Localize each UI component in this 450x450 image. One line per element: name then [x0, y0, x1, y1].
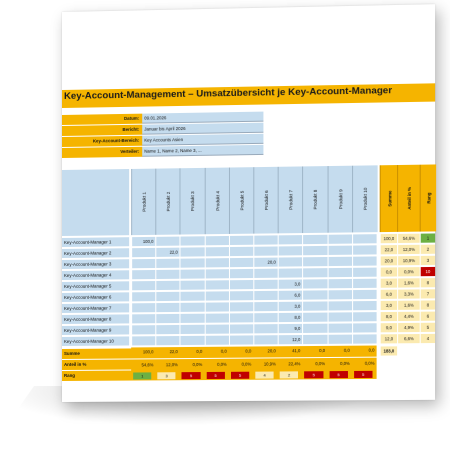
table-cell[interactable]	[352, 279, 377, 289]
table-cell[interactable]	[327, 301, 352, 311]
table-cell[interactable]	[180, 269, 204, 279]
table-cell[interactable]	[155, 303, 179, 313]
row-rank: 8	[420, 300, 435, 310]
table-cell[interactable]	[327, 335, 352, 345]
row-share: 12,0%	[397, 245, 420, 255]
table-cell[interactable]	[155, 270, 179, 280]
table-cell[interactable]	[253, 291, 278, 301]
table-cell[interactable]	[131, 314, 155, 324]
table-cell[interactable]	[131, 292, 155, 302]
row-share: 54,6%	[397, 234, 420, 244]
table-cell[interactable]	[352, 301, 377, 311]
table-cell[interactable]	[180, 325, 204, 335]
table-cell[interactable]	[180, 236, 204, 246]
table-cell[interactable]	[155, 336, 179, 346]
table-cell[interactable]	[327, 268, 352, 278]
row-rank: 1	[420, 233, 435, 243]
footer-sum-cell: 0,0	[327, 346, 352, 356]
row-rank: 2	[420, 245, 435, 255]
row-rank: 7	[420, 289, 435, 299]
table-cell[interactable]	[302, 290, 327, 300]
table-cell[interactable]	[327, 290, 352, 300]
footer-share-cell: 22,4%	[278, 359, 303, 369]
table-cell[interactable]: 20,0	[253, 258, 278, 268]
column-header-summary: Rang	[420, 164, 436, 231]
grand-total: 183,0	[380, 346, 397, 356]
footer-share-cell: 0,0%	[204, 360, 228, 370]
footer-rank-cell: 5	[305, 371, 324, 378]
table-cell[interactable]	[204, 325, 228, 335]
table-cell[interactable]: 3,0	[278, 279, 303, 289]
table-cell[interactable]	[155, 292, 179, 302]
table-cell[interactable]	[180, 303, 204, 313]
table-cell[interactable]	[229, 269, 254, 279]
table-cell[interactable]	[229, 258, 254, 268]
table-cell[interactable]	[180, 258, 204, 268]
column-header-product: Produkt 7	[278, 166, 304, 233]
footer-sum-cell: 22,0	[155, 347, 179, 357]
row-sum: 22,0	[380, 245, 397, 255]
footer-sum-cell: 0,0	[302, 346, 327, 356]
footer-rank-cell: 5	[329, 371, 348, 378]
table-cell[interactable]: 100,0	[131, 237, 155, 247]
table-cell[interactable]: 12,0	[278, 335, 303, 345]
column-header-summary: Anteil in %	[397, 165, 421, 232]
table-cell[interactable]	[131, 281, 155, 291]
table-cell[interactable]	[302, 324, 327, 334]
footer-share-cell: 0,0%	[352, 359, 377, 369]
table-cell[interactable]	[180, 336, 204, 346]
row-share: 1,6%	[397, 278, 420, 288]
row-rank: 5	[420, 323, 435, 333]
row-sum: 6,0	[380, 290, 397, 300]
table-cell[interactable]	[155, 237, 179, 247]
row-sum: 100,0	[380, 234, 397, 244]
row-rank: 4	[420, 334, 435, 344]
manager-row-label: Key-Account-Manager 7	[62, 303, 129, 314]
table-cell[interactable]	[352, 323, 377, 333]
footer-rank-cell: 3	[157, 372, 175, 379]
row-sum: 12,0	[380, 334, 397, 344]
meta-label: Datum:	[62, 114, 142, 125]
footer-rank-cell: 1	[133, 372, 151, 379]
table-cell[interactable]	[229, 247, 254, 257]
manager-row-label: Key-Account-Manager 4	[62, 270, 129, 281]
row-sum: 3,0	[380, 278, 397, 288]
footer-share-cell: 0,0%	[327, 359, 352, 369]
footer-share-cell: 54,6%	[131, 360, 155, 370]
row-rank: 8	[420, 278, 435, 288]
table-cell[interactable]	[155, 314, 179, 324]
table-cell[interactable]	[352, 312, 377, 322]
row-sum: 9,0	[380, 323, 397, 333]
table-cell[interactable]	[302, 279, 327, 289]
footer-sum-cell: 20,0	[253, 346, 278, 356]
table-cell[interactable]	[204, 313, 228, 323]
table-cell[interactable]	[253, 235, 278, 245]
table-cell[interactable]	[204, 247, 228, 257]
footer-sum-label: Summe	[62, 348, 129, 359]
manager-row-label: Key-Account-Manager 10	[62, 336, 129, 347]
column-header-summary: Summe	[380, 165, 398, 232]
table-cell[interactable]	[155, 325, 179, 335]
manager-row-label: Key-Account-Manager 9	[62, 325, 129, 336]
row-rank: 6	[420, 312, 435, 322]
table-cell[interactable]	[204, 269, 228, 279]
table-cell[interactable]	[352, 334, 377, 344]
footer-share-cell: 10,9%	[253, 359, 278, 369]
table-cell[interactable]	[253, 313, 278, 323]
table-cell[interactable]	[352, 256, 377, 266]
row-share: 3,3%	[397, 289, 420, 299]
row-sum: 8,0	[380, 312, 397, 322]
table-cell[interactable]	[253, 280, 278, 290]
meta-value[interactable]: 09.01.2026	[142, 112, 263, 124]
manager-row-label: Key-Account-Manager 1	[62, 237, 129, 248]
table-cell[interactable]	[131, 325, 155, 335]
table-cell[interactable]	[180, 314, 204, 324]
row-share: 4,4%	[397, 312, 420, 322]
table-cell[interactable]	[352, 290, 377, 300]
table-cell[interactable]	[253, 302, 278, 312]
meta-label: Bericht:	[62, 125, 142, 136]
table-cell[interactable]	[131, 259, 155, 269]
column-header-product: Produkt 8	[302, 166, 328, 233]
footer-rank-cell: 5	[231, 371, 249, 378]
footer-sum-cell: 0,0	[352, 346, 377, 356]
meta-value[interactable]: Key Accounts Asien	[142, 134, 263, 146]
footer-share-cell: 0,0%	[302, 359, 327, 369]
page-title: Key-Account-Management – Umsatzübersicht je Key-Account-Manager	[63, 85, 393, 102]
table-cell[interactable]	[278, 268, 303, 278]
table-cell[interactable]	[180, 292, 204, 302]
table-cell[interactable]	[278, 257, 303, 267]
table-cell[interactable]	[253, 269, 278, 279]
meta-value[interactable]: Name 1, Name 2, Name 3, ...	[142, 145, 263, 157]
table-cell[interactable]	[352, 234, 377, 244]
manager-row-label: Key-Account-Manager 5	[62, 281, 129, 292]
table-cell[interactable]	[180, 247, 204, 257]
manager-row-label: Key-Account-Manager 3	[62, 259, 129, 270]
table-cell[interactable]	[302, 301, 327, 311]
meta-label: Key-Account-Bereich:	[62, 136, 142, 147]
table-cell[interactable]	[180, 281, 204, 291]
column-header-product: Produkt 10	[352, 165, 378, 232]
column-header-product: Produkt 4	[204, 168, 229, 235]
table-cell[interactable]	[204, 258, 228, 268]
table-cell[interactable]	[131, 336, 155, 346]
table-cell[interactable]: 6,0	[278, 291, 303, 301]
column-header-product: Produkt 5	[229, 167, 255, 234]
table-cell[interactable]	[302, 235, 327, 245]
row-share: 1,6%	[397, 301, 420, 311]
manager-row-label: Key-Account-Manager 8	[62, 314, 129, 325]
table-cell[interactable]	[302, 335, 327, 345]
footer-share-cell: 12,0%	[155, 360, 179, 370]
table-cell[interactable]	[229, 335, 254, 345]
table-cell[interactable]	[253, 324, 278, 334]
table-cell[interactable]	[327, 246, 352, 256]
table-cell[interactable]	[204, 302, 228, 312]
table-cell[interactable]	[302, 268, 327, 278]
footer-share-label: Anteil in %	[62, 359, 129, 370]
footer-sum-cell: 0,0	[229, 346, 254, 356]
footer-rank-cell: 2	[280, 371, 298, 378]
table-cell[interactable]	[302, 257, 327, 267]
table-cell[interactable]	[253, 335, 278, 345]
table-cell[interactable]	[352, 268, 377, 278]
row-share: 4,9%	[397, 323, 420, 333]
table-cell[interactable]	[204, 291, 228, 301]
footer-sum-cell: 0,0	[204, 347, 228, 357]
spreadsheet-page	[62, 4, 435, 402]
table-cell[interactable]	[327, 323, 352, 333]
table-cell[interactable]	[278, 246, 303, 256]
table-cell[interactable]: 9,0	[278, 324, 303, 334]
table-cell[interactable]	[229, 313, 254, 323]
row-rank: 10	[420, 267, 435, 277]
table-cell[interactable]	[229, 324, 254, 334]
table-cell[interactable]	[229, 291, 254, 301]
table-cell[interactable]	[302, 313, 327, 323]
table-cell[interactable]: 8,0	[278, 313, 303, 323]
footer-rank-cell: 4	[255, 371, 273, 378]
table-cell[interactable]	[131, 303, 155, 313]
column-header-product: Produkt 6	[253, 167, 279, 234]
table-cell[interactable]	[229, 236, 254, 246]
row-sum: 20,0	[380, 256, 397, 266]
row-sum: 0,0	[380, 267, 397, 277]
footer-share-cell: 0,0%	[229, 360, 254, 370]
manager-row-label: Key-Account-Manager 2	[62, 248, 129, 259]
meta-label: Verteiler:	[62, 147, 142, 158]
column-header-product: Produkt 1	[131, 169, 156, 236]
table-cell[interactable]: 22,0	[155, 248, 179, 258]
manager-row-label: Key-Account-Manager 6	[62, 292, 129, 303]
table-cell[interactable]	[229, 302, 254, 312]
column-header-product: Produkt 9	[327, 166, 353, 233]
table-cell[interactable]	[204, 336, 228, 346]
footer-sum-cell: 41,0	[278, 346, 303, 356]
column-header-product: Produkt 2	[155, 168, 180, 235]
footer-rank-cell: 5	[206, 371, 224, 378]
table-cell[interactable]	[327, 279, 352, 289]
meta-value[interactable]: Januar bis April 2026	[142, 123, 263, 135]
table-cell[interactable]	[155, 281, 179, 291]
table-cell[interactable]	[302, 246, 327, 256]
header-corner	[62, 169, 129, 236]
table-cell[interactable]	[131, 248, 155, 258]
footer-sum-cell: 100,0	[131, 347, 155, 357]
footer-sum-cell: 0,0	[180, 347, 204, 357]
row-share: 10,9%	[397, 256, 420, 266]
table-cell[interactable]	[253, 246, 278, 256]
row-rank: 3	[420, 256, 435, 266]
table-cell[interactable]	[327, 257, 352, 267]
table-cell[interactable]	[204, 280, 228, 290]
row-share: 6,6%	[397, 334, 420, 344]
column-header-product: Produkt 3	[180, 168, 205, 235]
footer-rank-cell: 5	[182, 372, 200, 379]
table-cell[interactable]	[204, 236, 228, 246]
table-cell[interactable]	[327, 312, 352, 322]
footer-rank-label: Rang	[62, 371, 129, 381]
table-cell[interactable]	[131, 270, 155, 280]
meta-row	[62, 145, 263, 158]
table-cell[interactable]: 3,0	[278, 302, 303, 312]
table-cell[interactable]	[229, 280, 254, 290]
row-share: 0,0%	[397, 267, 420, 277]
row-sum: 3,0	[380, 301, 397, 311]
table-cell[interactable]	[278, 235, 303, 245]
table-cell[interactable]	[155, 259, 179, 269]
table-cell[interactable]	[352, 245, 377, 255]
table-cell[interactable]	[327, 234, 352, 244]
footer-rank-cell: 5	[354, 370, 373, 377]
footer-share-cell: 0,0%	[180, 360, 204, 370]
